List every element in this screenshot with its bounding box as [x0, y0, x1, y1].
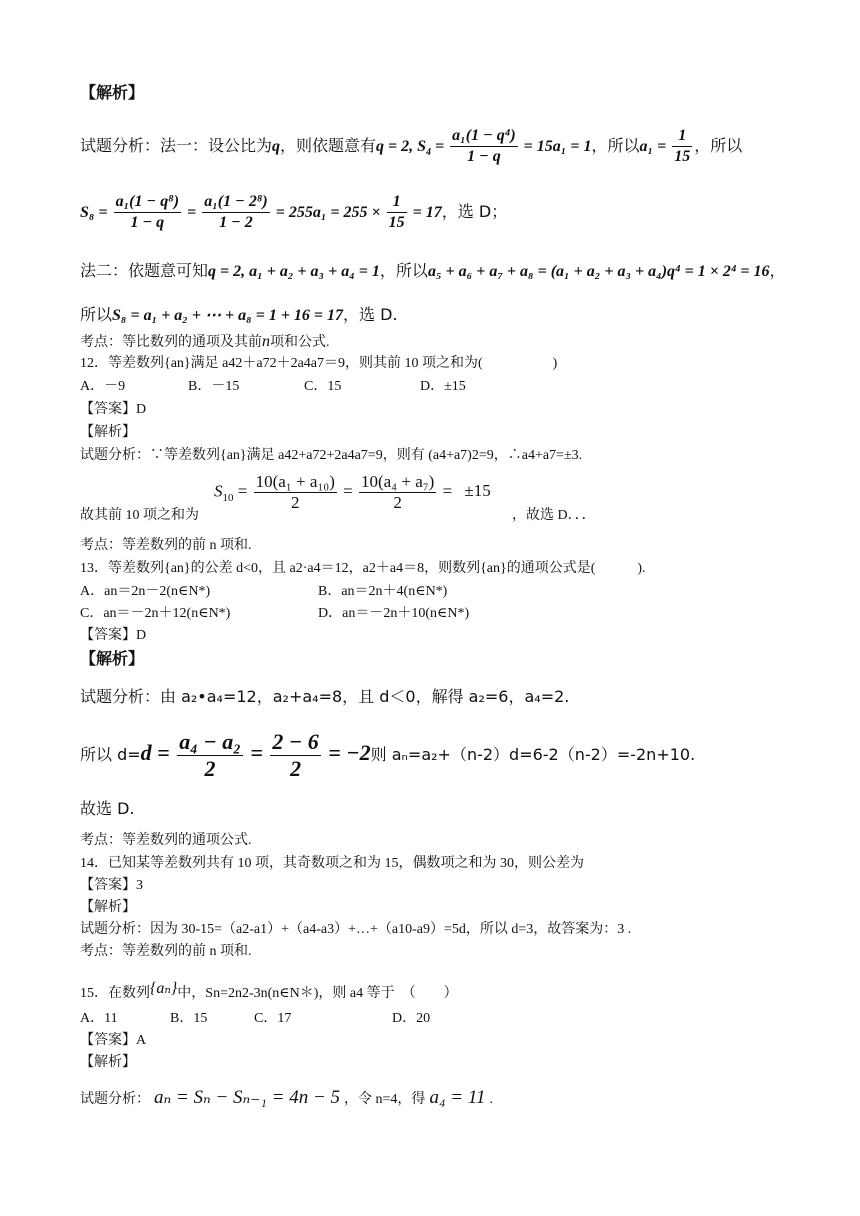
option-a-13: A．an＝2n－2(n∈N*) — [80, 584, 211, 599]
frac-numerator: a₁(1 − 2⁸) — [202, 192, 270, 213]
method1-line — [80, 126, 742, 166]
frac-numerator: 10(a₄ + a₇) — [360, 472, 435, 491]
answer-14: 【答案】3 — [80, 878, 143, 893]
method2-comma: ， — [769, 261, 786, 280]
method2-line — [80, 262, 786, 281]
kaodian-12: 考点：等差数列的前 n 项和. — [80, 538, 252, 553]
method2-final-line — [80, 306, 398, 325]
option-b: B．－15 — [188, 379, 240, 394]
kaodian-13: 考点：等差数列的通项公式. — [80, 833, 252, 848]
method1-fraction — [450, 126, 518, 167]
option-a: A．11 — [80, 1011, 118, 1026]
method2-eq: q = 2, a₁ + a₂ + a₃ + a₄ = 1 — [208, 263, 380, 280]
sum-lead-12: 故其前 10 项之和为 — [80, 508, 199, 523]
frac-denominator: 2 — [204, 756, 216, 781]
method2-final-eq: S₈ = a₁ + a₂ + ⋯ + a₈ = 1 + 16 = 17 — [112, 307, 344, 324]
analysis-15 — [80, 1086, 493, 1110]
d-symbol: d = — [140, 740, 176, 765]
frac-numerator: 1 — [672, 126, 692, 147]
d-fraction-1 — [177, 729, 243, 782]
frac-numerator: a₁(1 − q⁸) — [114, 192, 182, 213]
frac-denominator: 1 − q — [130, 214, 165, 231]
method1-eq: q = 2, S — [376, 138, 427, 155]
s8-line: S₈ = $\frac{\text{a₁(1 − q⁸)}}{1 - q}$ = $\frac{\text{a₁(1 − 2⁸)}}{1 - 2}$ = 255a₁ = 255 × $\frac{1}{15}$ = 17，选 D； — [80, 193, 508, 231]
eq-sign: = — [338, 481, 357, 501]
kaodian-text: 考点：等比数列的通项及其前 — [80, 335, 262, 350]
s8-fraction-2 — [202, 192, 270, 233]
sum-tail-12: ，故选 D．．． — [512, 508, 596, 523]
option-b-13: B．an＝2n＋4(n∈N*) — [318, 584, 448, 599]
question-14: 14．已知某等差数列共有 10 项，其奇数项之和为 15，偶数项之和为 30，则公差为 — [80, 856, 584, 871]
option-a: A．－9 — [80, 379, 126, 394]
question-15-post: 中，Sn=2n2-3n(n∈N＊)，则 a4 等于 （ ） — [177, 986, 458, 1001]
analysis-12: 试题分析：∵等差数列{an}满足 a42+a72+2a4a7=9，则有 (a4+a7)2=9，∴a4+a7=±3. — [80, 448, 583, 463]
analysis-13-line1: 试题分析：由 a₂•a₄=12，a₂+a₄=8，且 d＜0，解得 a₂=6，a₄=2. — [80, 687, 570, 706]
frac-numerator: 2 − 6 — [272, 729, 319, 754]
analysis-14: 试题分析：因为 30-15=（a2-a1）+（a4-a3）+…+（a10-a9）=5d，所以 d=3，故答案为：3 . — [80, 922, 632, 937]
method1-so2: ，所以 — [694, 136, 743, 155]
analysis-15-mid: ，令 n=4，得 — [344, 1092, 426, 1107]
method1-eq-sub: 4 — [426, 147, 432, 159]
answer-13: 【答案】D — [80, 628, 147, 643]
frac-numerator: a₄ − a₂ — [179, 729, 241, 754]
kaodian-14: 考点：等差数列的前 n 项和. — [80, 944, 252, 959]
kaodian-tail: 项和公式. — [270, 335, 330, 350]
a1-fraction — [672, 126, 692, 167]
eq-sign: = — [438, 481, 457, 501]
option-d: D．±15 — [420, 379, 466, 394]
method1-eq-sign: = — [431, 138, 449, 155]
analysis-15-pre: 试题分析： — [80, 1092, 150, 1107]
s8-choose: ，选 D； — [441, 202, 508, 221]
var-q: q — [272, 138, 281, 155]
method2-final-pre: 所以 — [80, 305, 113, 324]
question-12: 12．等差数列{an}满足 a42＋a72＋2a4a7＝9，则其前 10 项之和为( ) — [80, 356, 558, 371]
kaodian-n: n — [262, 333, 270, 350]
frac-numerator: a₁(1 − q⁴) — [450, 126, 518, 147]
method1-eq-tail: = 15a₁ = 1 — [519, 138, 592, 155]
line2-pre: 所以 d= — [80, 745, 141, 764]
option-d-13: D．an＝－2n＋10(n∈N*) — [318, 606, 470, 621]
method1-intro: 试题分析：法一：设公比为 — [80, 136, 273, 155]
option-d: D．20 — [392, 1011, 431, 1026]
an-formula: aₙ = Sₙ − Sₙ₋₁ = 4n − 5 — [154, 1087, 341, 1108]
answer-15: 【答案】A — [80, 1033, 147, 1048]
question-15-pre: 15．在数列 — [80, 986, 150, 1001]
s10-fraction-1 — [254, 472, 337, 513]
kaodian-11 — [80, 333, 330, 352]
analysis-13-line2: 所以 d=d = $\frac{\text{a₄ − a₂}}{2}$ = $\frac{2 - 6}{2}$ = −2则 aₙ=a₂+（n-2）d=6-2（n-2）=-2n+10. — [80, 729, 696, 781]
s8-fraction-3 — [387, 192, 407, 233]
option-c: C．17 — [254, 1011, 292, 1026]
method2-final-choose: ，选 D. — [343, 305, 398, 324]
sequence-set: {aₙ} — [150, 980, 178, 997]
option-c-13: C．an＝－2n＋12(n∈N*) — [80, 606, 231, 621]
s8-fraction-1 — [114, 192, 182, 233]
analysis-15-end: . — [489, 1092, 493, 1107]
question-13: 13．等差数列{an}的公差 d<0，且 a2·a4＝12，a2＋a4＝8，则数列{an}的通项公式是( ). — [80, 561, 646, 576]
s10-sub: 10 — [222, 491, 234, 504]
options-12 — [80, 378, 466, 396]
analysis-label-14: 【解析】 — [80, 900, 136, 915]
analysis-13-line3: 故选 D. — [80, 799, 135, 818]
a4-result: a₄ = 11 — [429, 1087, 486, 1108]
method1-mid: ，则依题意有 — [280, 136, 377, 155]
s8-mid: = 255a₁ = 255 × — [271, 204, 385, 221]
options-15 — [80, 1010, 430, 1028]
method1-so: ，所以 — [591, 136, 640, 155]
frac-denominator: 2 — [290, 493, 300, 512]
option-c: C．15 — [304, 379, 342, 394]
option-b: B．15 — [170, 1011, 208, 1026]
frac-numerator: 10(a₁ + a₁₀) — [255, 472, 335, 491]
s10-formula — [214, 472, 491, 513]
s10-result: ±15 — [464, 481, 491, 501]
a1-expr: a₁ = — [639, 138, 671, 155]
analysis-label-15: 【解析】 — [80, 1055, 136, 1070]
s8-lhs: S₈ = — [80, 204, 112, 221]
frac-denominator: 2 — [290, 756, 302, 781]
analysis-label: 【解析】 — [80, 83, 145, 102]
s10-fraction-2 — [359, 472, 436, 513]
question-15 — [80, 980, 458, 1003]
d-fraction-2 — [270, 729, 320, 782]
method2-eq2: a₅ + a₆ + a₇ + a₈ = (a₁ + a₂ + a₃ + a₄)q⁴ = 1 × 2⁴ = 16 — [427, 263, 770, 280]
frac-denominator: 15 — [674, 148, 691, 165]
frac-denominator: 15 — [388, 214, 405, 231]
frac-numerator: 1 — [387, 192, 407, 213]
analysis-label-13: 【解析】 — [80, 649, 145, 668]
method2-so: ，所以 — [379, 261, 428, 280]
eq-sign: = — [233, 481, 252, 501]
s10-symbol: S — [214, 481, 223, 501]
method2-intro: 法二：依题意可知 — [80, 261, 209, 280]
s8-tail: = 17 — [408, 204, 442, 221]
d-result: = −2 — [322, 740, 371, 765]
frac-denominator: 1 − 2 — [219, 214, 253, 231]
analysis-label-12: 【解析】 — [80, 425, 136, 440]
frac-denominator: 2 — [393, 493, 402, 512]
line2-tail: 则 aₙ=a₂+（n-2）d=6-2（n-2）=-2n+10. — [370, 745, 696, 764]
answer-12: 【答案】D — [80, 402, 147, 417]
frac-denominator: 1 − q — [467, 148, 501, 165]
